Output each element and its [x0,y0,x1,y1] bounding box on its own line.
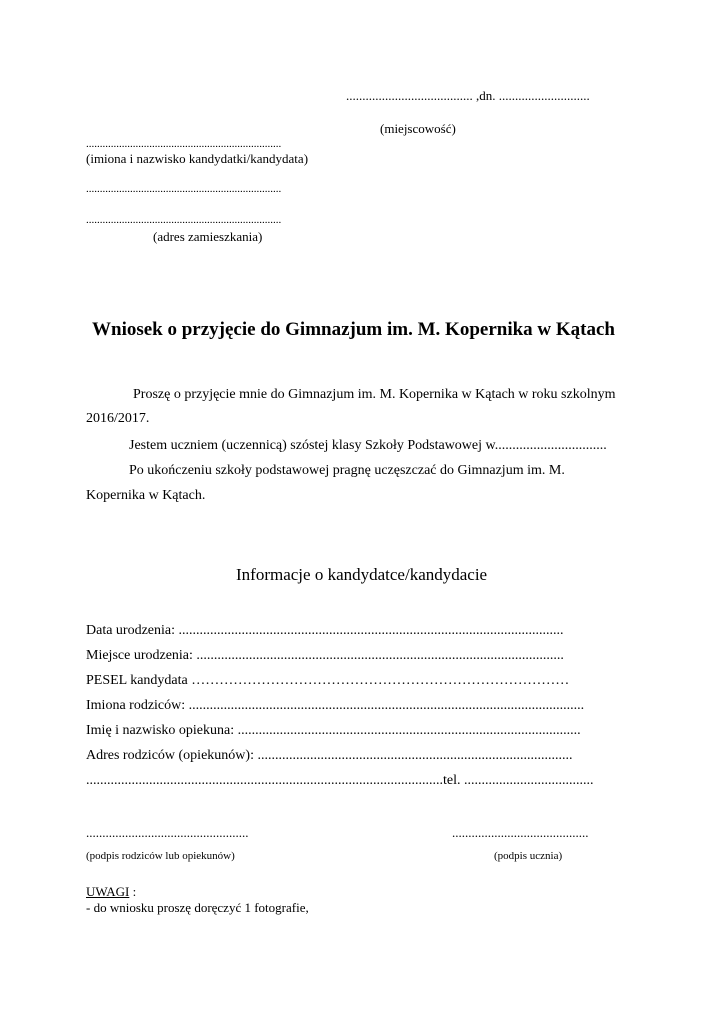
field-birth-place: Miejsce urodzenia: ......................................................................................................... [86,648,564,663]
field-address-phone: ......................................................................................................tel. ..................................... [86,773,594,788]
student-signature-caption: (podpis ucznia) [494,850,563,862]
student-signature-dots: .......................................... [452,825,589,840]
candidate-info-heading: Informacje o kandydatce/kandydacie [236,565,488,584]
document-title: Wniosek o przyjęcie do Gimnazjum im. M. Kopernika w Kątach [92,319,615,340]
place-date-line: ....................................... ,dn. ............................ [346,88,590,103]
notes-heading [86,884,136,900]
notes-heading-label: UWAGI [86,884,130,899]
paragraph-3-line-1: Po ukończeniu szkoły podstawowej pragnę uczęszczać do Gimnazjum im. M. [129,463,565,478]
candidate-name-dots: ....................................................................... [86,138,282,150]
field-guardian-name: Imię i nazwisko opiekuna: .................................................................................................. [86,723,581,738]
field-parents-names: Imiona rodziców: ................................................................................................................. [86,698,585,713]
address-caption: (adres zamieszkania) [153,229,263,244]
notes-heading-suffix: : [129,884,137,899]
parent-signature-dots: .................................................. [86,825,249,840]
notes-item-1: - do wniosku proszę doręczyć 1 fotografie, [86,900,309,915]
parent-signature-caption: (podpis rodziców lub opiekunów) [86,850,235,862]
paragraph-3-line-2: Kopernika w Kątach. [86,488,206,503]
field-pesel: PESEL kandydata ……………………………………………………………………… [86,673,570,688]
address-dots-2: ....................................................................... [86,214,282,226]
address-dots-1: ....................................................................... [86,183,282,195]
place-caption: (miejscowość) [380,121,456,136]
candidate-name-caption: (imiona i nazwisko kandydatki/kandydata) [86,151,309,166]
paragraph-1-line-1: Proszę o przyjęcie mnie do Gimnazjum im. M. Kopernika w Kątach w roku szkolnym [133,387,616,402]
paragraph-1-line-2: 2016/2017. [86,411,150,426]
paragraph-2: Jestem uczniem (uczennicą) szóstej klasy Szkoły Podstawowej w................................ [129,438,607,453]
field-parents-address: Adres rodziców (opiekunów): .......................................................................................... [86,748,573,763]
field-birth-date: Data urodzenia: .............................................................................................................. [86,623,564,638]
